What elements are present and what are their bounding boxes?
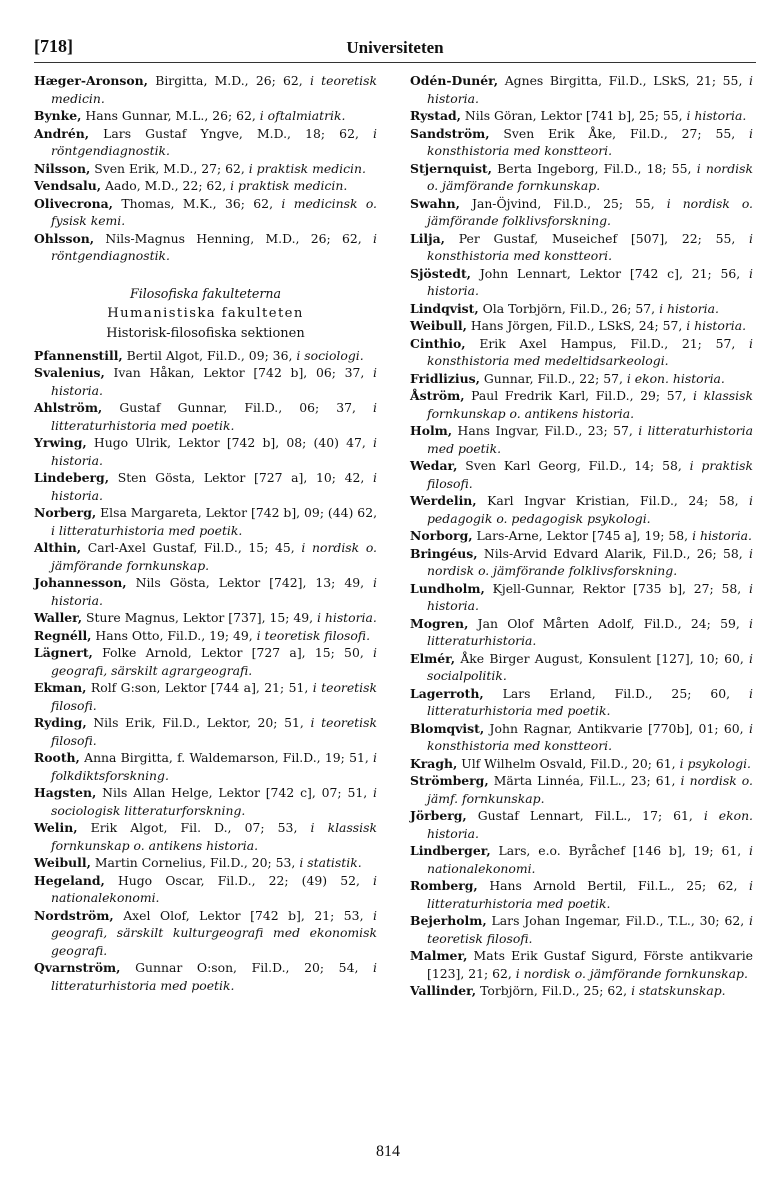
entry-field: i geografi, särskilt kulturgeografi med ekonomisk geografi. — [51, 907, 377, 958]
entry-name: Sandström, — [410, 125, 490, 141]
entry-details: Nils-Magnus Henning, M.D., 26; 62, — [94, 230, 374, 246]
entry-name: Olivecrona, — [34, 195, 113, 211]
entry-field: i pedagogik o. pedagogisk psykologi. — [427, 493, 753, 526]
entry-field: i röntgendiagnostik. — [51, 230, 377, 263]
entry — [34, 749, 377, 784]
entry-field: i nordisk o. jämf. fornkunskap. — [427, 773, 753, 806]
entry-name: Weibull, — [410, 318, 467, 333]
entry — [410, 615, 753, 650]
entry-details: Lars Erland, Fil.D., 25; 60, — [483, 685, 750, 701]
entry — [410, 545, 753, 580]
entry-details: Lars Johan Ingemar, Fil.D., T.L., 30; 62, — [486, 913, 750, 928]
entry-field: i sociologi. — [296, 347, 364, 363]
entry-details: Gustaf Lennart, Fil.L., 17; 61, — [466, 808, 704, 823]
section-heading: Historisk-filosofiska sektionen — [106, 325, 305, 341]
entry — [410, 877, 753, 912]
entry — [410, 720, 753, 755]
entry-details: Erik Algot, Fil. D., 07; 53, — [77, 820, 311, 835]
entry-details: Mats Erik Gustaf Sigurd, Förste antikvarie [123], 21; 62, — [427, 948, 753, 981]
entry-field: i litteraturhistoria. — [427, 615, 753, 648]
entry-field: i statskunskap. — [631, 983, 726, 998]
entry-field: i konsthistoria med medeltidsarkeologi. — [427, 335, 753, 368]
entry-details: Hugo Ulrik, Lektor [742 b], 08; (40) 47, — [86, 435, 374, 450]
entry — [410, 265, 753, 300]
entry-field: i praktisk filosofi. — [427, 458, 753, 491]
entry — [34, 125, 377, 160]
entry — [34, 469, 377, 504]
entry-name: Ekman, — [34, 680, 87, 695]
entry — [410, 107, 753, 125]
entry-details: Paul Fredrik Karl, Fil.D., 29; 57, — [464, 388, 694, 403]
entry-field: i psykologi. — [679, 755, 751, 771]
entry — [34, 195, 377, 230]
entry-details: Per Gustaf, Museichef [507], 22; 55, — [444, 230, 750, 246]
entry-field: i teoretisk filosofi. — [51, 680, 377, 713]
entry-name: Nilsson, — [34, 160, 91, 176]
entry — [410, 457, 753, 492]
right-entries — [410, 72, 753, 1000]
entry-details: Hans Otto, Fil.D., 19; 49, — [91, 627, 257, 643]
entry-details: Sven Erik, M.D., 27; 62, — [90, 160, 249, 176]
entry — [34, 539, 377, 574]
entry — [34, 959, 377, 994]
entry-name: Ryding, — [34, 715, 87, 730]
entry-details: Nils Gösta, Lektor [742], 13; 49, — [126, 575, 374, 590]
entry-field: i litteraturhistoria med poetik. — [427, 685, 753, 718]
entry-name: Hegeland, — [34, 872, 105, 888]
page-label: [718] — [34, 36, 73, 56]
entry-field: i praktisk medicin. — [230, 178, 348, 193]
entry-details: Lars, e.o. Byråchef [146 b], 19; 61, — [490, 843, 750, 858]
entry-name: Kragh, — [410, 755, 458, 771]
entry-details: Nils Erik, Fil.D., Lektor, 20; 51, — [86, 715, 311, 730]
entry-details: Torbjörn, Fil.D., 25; 62, — [476, 983, 632, 998]
entry-field: i historia. — [427, 73, 753, 106]
entry-name: Strömberg, — [410, 773, 489, 788]
entry-field: i konsthistoria med konstteori. — [427, 720, 753, 753]
entry — [34, 504, 377, 539]
entry — [410, 300, 753, 318]
entry-name: Stjernquist, — [410, 160, 492, 176]
entry-details: Jan Olof Mårten Adolf, Fil.D., 24; 59, — [468, 615, 750, 631]
entry-field: i folkdiktsforskning. — [51, 750, 377, 783]
entry-name: Odén-Dunér, — [410, 73, 499, 88]
left-top-entries — [34, 72, 377, 265]
entry-details: Carl-Axel Gustaf, Fil.D., 15; 45, — [81, 540, 302, 555]
entry-field: i praktisk medicin. — [248, 160, 366, 176]
entry-details: Ulf Wilhelm Osvald, Fil.D., 20; 61, — [457, 755, 680, 771]
entry — [410, 125, 753, 160]
entry-details: John Ragnar, Antikvarie [770b], 01; 60, — [484, 720, 750, 736]
entry-details: Thomas, M.K., 36; 62, — [112, 195, 282, 211]
entry-field: i statistik. — [299, 855, 362, 870]
entry-name: Pfannenstill, — [34, 347, 123, 363]
entry-name: Regnéll, — [34, 627, 92, 643]
entry — [34, 230, 377, 265]
entry — [410, 772, 753, 807]
faculty-heading: Humanistiska fakulteten — [107, 305, 304, 321]
faculties-heading: Filosofiska fakulteterna — [129, 285, 282, 301]
entry-name: Lagerroth, — [410, 685, 484, 701]
entry-name: Holm, — [410, 423, 453, 438]
entry-field: i nordisk o. jämförande folklivsforskning. — [427, 545, 753, 578]
entry-name: Romberg, — [410, 878, 478, 893]
entry — [410, 685, 753, 720]
entry-name: Swahn, — [410, 195, 460, 211]
entry — [34, 177, 377, 195]
entry-name: Vendsalu, — [34, 178, 102, 193]
entry-field: i teoretisk filosofi. — [256, 627, 371, 643]
entry-details: Nils Allan Helge, Lektor [742 c], 07; 51, — [96, 785, 374, 800]
entry-details: Nils-Arvid Edvard Alarik, Fil.D., 26; 58, — [477, 545, 750, 561]
entry-field: i nordisk o. jämförande fornkunskap. — [51, 540, 377, 573]
entry-name: Yrwing, — [34, 435, 87, 450]
entry-name: Lilja, — [410, 230, 445, 246]
running-head: Universiteten — [346, 38, 444, 57]
entry-name: Sjöstedt, — [410, 265, 471, 281]
entry-name: Ahlström, — [34, 400, 103, 415]
entry — [410, 527, 753, 545]
entry — [410, 160, 753, 195]
entry-field: i litteraturhistoria med poetik. — [51, 522, 243, 538]
entry — [410, 195, 753, 230]
entry — [410, 230, 753, 265]
entry — [410, 982, 753, 1000]
entry-field: i nationalekonomi. — [51, 872, 377, 905]
entry — [410, 650, 753, 685]
entry-name: Jörberg, — [410, 808, 467, 823]
entry — [34, 627, 377, 645]
left-main-entries — [34, 347, 377, 995]
entry — [34, 679, 377, 714]
entry-field: i oftalmiatrik. — [259, 108, 346, 123]
entry-details: Rolf G:son, Lektor [744 a], 21; 51, — [86, 680, 313, 695]
entry-field: i nordisk o. jämförande fornkunskap. — [427, 160, 753, 193]
entry-name: Lindberger, — [410, 843, 491, 858]
entry — [34, 819, 377, 854]
entry-name: Qvarnström, — [34, 960, 121, 975]
entry-details: Bertil Algot, Fil.D., 09; 36, — [122, 347, 297, 363]
entry-field: i röntgendiagnostik. — [51, 125, 377, 158]
entry-field: i historia. — [659, 300, 719, 316]
entry-field: i historia. — [427, 265, 753, 298]
entry-field: i litteraturhistoria med poetik. — [427, 423, 753, 456]
entry-details: Hans Gunnar, M.L., 26; 62, — [81, 108, 260, 123]
entry-name: Malmer, — [410, 948, 468, 963]
entry-field: i historia. — [51, 470, 377, 503]
entry-field: i teoretisk medicin. — [51, 73, 377, 106]
entry — [410, 580, 753, 615]
entry-details: Ivan Håkan, Lektor [742 b], 06; 37, — [104, 365, 374, 380]
entry-name: Lundholm, — [410, 580, 485, 596]
entry-field: i historia. — [51, 365, 377, 398]
entry-name: Blomqvist, — [410, 720, 485, 736]
entry-field: i historia. — [51, 435, 377, 468]
entry-details: Nils Göran, Lektor [741 b], 25; 55, — [460, 108, 687, 123]
entry-details: Kjell-Gunnar, Rektor [735 b], 27; 58, — [484, 580, 750, 596]
entry-field: i sociologisk litteraturforskning. — [51, 785, 377, 818]
entry-details: Birgitta, M.D., 26; 62, — [147, 73, 310, 88]
entry — [410, 422, 753, 457]
entry-field: i litteraturhistoria med poetik. — [51, 400, 377, 433]
entry — [34, 364, 377, 399]
entry — [34, 644, 377, 679]
entry-name: Andrén, — [34, 125, 90, 141]
entry-name: Althin, — [34, 540, 82, 555]
entry-field: i nordisk o. jämförande folklivsforskning. — [427, 195, 753, 228]
entry-details: Martin Cornelius, Fil.D., 20; 53, — [90, 855, 300, 870]
entry — [410, 842, 753, 877]
entry-details: Sture Magnus, Lektor [737], 15; 49, — [82, 610, 317, 625]
entry-field: i historia. — [686, 318, 747, 333]
entry-field: i teoretisk filosofi. — [427, 913, 753, 946]
entry-name: Bringéus, — [410, 545, 478, 561]
entry-name: Waller, — [34, 610, 83, 625]
entry-name: Nordström, — [34, 907, 114, 923]
entry-name: Bejerholm, — [410, 913, 487, 928]
entry-field: i socialpolitik. — [427, 650, 753, 683]
entry-name: Lindeberg, — [34, 470, 110, 485]
entry-name: Lindqvist, — [410, 300, 479, 316]
page-header — [34, 36, 756, 62]
entry-details: Erik Axel Hampus, Fil.D., 21; 57, — [465, 335, 750, 351]
entry-details: Hans Jörgen, Fil.D., LSkS, 24; 57, — [466, 318, 687, 333]
entry-name: Ohlsson, — [34, 230, 95, 246]
entry-field: i nationalekonomi. — [427, 843, 753, 876]
entry — [34, 72, 377, 107]
entry-details: Berta Ingeborg, Fil.D., 18; 55, — [491, 160, 697, 176]
entry — [410, 317, 753, 335]
entry-details: Aado, M.D., 22; 62, — [101, 178, 231, 193]
entry-details: Jan-Öjvind, Fil.D., 25; 55, — [459, 195, 667, 211]
entry — [410, 335, 753, 370]
entry — [410, 72, 753, 107]
entry — [410, 912, 753, 947]
entry — [34, 872, 377, 907]
entry-name: Hagsten, — [34, 785, 97, 800]
entry-field: i historia. — [692, 528, 752, 543]
entry-details: Hans Ingvar, Fil.D., 23; 57, — [452, 423, 639, 438]
entry-details: Folke Arnold, Lektor [727 a], 15; 50, — [92, 645, 374, 660]
entry-details: Lars Gustaf Yngve, M.D., 18; 62, — [89, 125, 374, 141]
entry-name: Weibull, — [34, 855, 91, 870]
entry — [34, 609, 377, 627]
entry-field: i medicinsk o. fysisk kemi. — [51, 195, 377, 228]
entry-name: Norberg, — [34, 505, 97, 520]
entry-name: Welin, — [34, 820, 78, 835]
entry-details: Sven Karl Georg, Fil.D., 14; 58, — [457, 458, 690, 473]
entry-details: Gunnar, Fil.D., 22; 57, — [479, 370, 627, 386]
entry-details: Hans Arnold Bertil, Fil.L., 25; 62, — [477, 878, 750, 893]
entry-details: Ola Torbjörn, Fil.D., 26; 57, — [478, 300, 660, 316]
entry-name: Åström, — [410, 388, 465, 403]
entry — [410, 492, 753, 527]
entry-field: i ekon. historia. — [427, 808, 753, 841]
entry — [34, 107, 377, 125]
entry — [34, 907, 377, 960]
entry-field: i ekon. historia. — [626, 370, 725, 386]
entry — [34, 714, 377, 749]
entry-name: Norborg, — [410, 528, 473, 543]
entry-details: Gunnar O:son, Fil.D., 20; 54, — [120, 960, 374, 975]
entry — [34, 574, 377, 609]
entry-field: i litteraturhistoria med poetik. — [427, 878, 753, 911]
entry-name: Wedar, — [410, 458, 458, 473]
entry-field: i historia. — [316, 610, 377, 625]
entry-name: Mogren, — [410, 615, 469, 631]
entry-details: John Lennart, Lektor [742 c], 21; 56, — [470, 265, 750, 281]
page-number: 814 — [376, 1143, 400, 1160]
entry-details: Elsa Margareta, Lektor [742 b], 09; (44) 62, — [96, 505, 378, 520]
entry-details: Sven Erik Åke, Fil.D., 27; 55, — [489, 125, 750, 141]
entry-details: Axel Olof, Lektor [742 b], 21; 53, — [113, 907, 374, 923]
entry — [410, 947, 753, 982]
entry — [34, 784, 377, 819]
entry — [34, 854, 377, 872]
entry-name: Vallinder, — [410, 983, 477, 998]
entry-details: Åke Birger August, Konsulent [127], 10; 60, — [455, 650, 750, 666]
entry-name: Bynke, — [34, 108, 82, 123]
entry — [410, 370, 753, 388]
entry-field: i nordisk o. jämförande fornkunskap. — [515, 965, 748, 981]
entry-field: i historia. — [686, 108, 747, 123]
entry-name: Johannesson, — [34, 575, 127, 590]
entry-details: Märta Linnéa, Fil.L., 23; 61, — [488, 773, 681, 788]
entry — [410, 755, 753, 773]
entry-details: Anna Birgitta, f. Waldemarson, Fil.D., 19; 51, — [79, 750, 374, 765]
entry — [410, 807, 753, 842]
section-headings — [34, 285, 377, 343]
entry-field: i konsthistoria med konstteori. — [427, 125, 753, 158]
entry-name: Rystad, — [410, 108, 461, 123]
entry — [34, 347, 377, 365]
entry-details: Sten Gösta, Lektor [727 a], 10; 42, — [109, 470, 374, 485]
entry-field: i geografi, särskilt agrargeografi. — [51, 645, 377, 678]
entry-field: i konsthistoria med konstteori. — [427, 230, 753, 263]
entry-details: Karl Ingvar Kristian, Fil.D., 24; 58, — [476, 493, 750, 508]
right-column — [410, 72, 753, 1000]
entry-field: i historia. — [427, 580, 753, 613]
entry-field: i teoretisk filosofi. — [51, 715, 377, 748]
entry-name: Cinthio, — [410, 335, 466, 351]
entry-details: Gustaf Gunnar, Fil.D., 06; 37, — [102, 400, 374, 415]
entry-field: i klassisk fornkunskap o. antikens historia. — [51, 820, 377, 853]
entry — [410, 387, 753, 422]
entry-details: Lars-Arne, Lektor [745 a], 19; 58, — [472, 528, 693, 543]
entry-field: i klassisk fornkunskap o. antikens historia. — [427, 388, 753, 421]
entry-name: Lägnert, — [34, 645, 93, 660]
entry-field: i historia. — [51, 575, 377, 608]
entry — [34, 434, 377, 469]
entry-field: i litteraturhistoria med poetik. — [51, 960, 377, 993]
entry-details: Agnes Birgitta, Fil.D., LSkS, 21; 55, — [498, 73, 750, 88]
entry-name: Hæger-Aronson, — [34, 73, 148, 88]
entry-name: Elmér, — [410, 650, 456, 666]
header-rule — [34, 62, 756, 63]
entry-name: Svalenius, — [34, 365, 105, 380]
entry-name: Rooth, — [34, 750, 80, 765]
left-column — [34, 72, 377, 994]
entry-details: Hugo Oscar, Fil.D., 22; (49) 52, — [104, 872, 374, 888]
entry — [34, 160, 377, 178]
entry-name: Werdelin, — [410, 493, 477, 508]
entry-name: Fridlizius, — [410, 370, 480, 386]
entry — [34, 399, 377, 434]
